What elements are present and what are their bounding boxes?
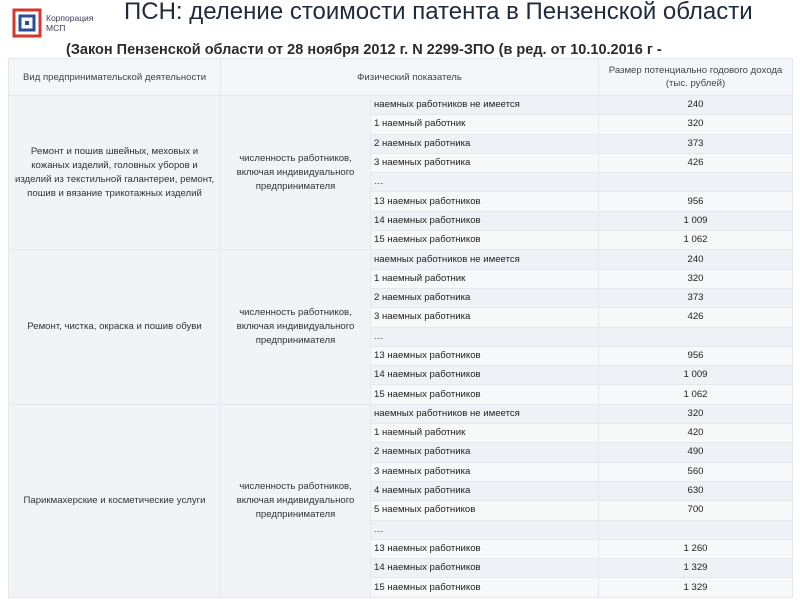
employees-cell: 13 наемных работников — [371, 539, 599, 558]
corporation-msp-logo — [12, 6, 112, 40]
employees-cell: 15 наемных работников — [371, 385, 599, 404]
income-value-cell: 1 260 — [599, 539, 793, 558]
income-value-cell: 373 — [599, 288, 793, 307]
employees-cell: 14 наемных работников — [371, 211, 599, 230]
income-value-cell — [599, 173, 793, 192]
header-activity: Вид предпринимательской деятельности — [9, 59, 221, 96]
employees-cell: 2 наемных работника — [371, 134, 599, 153]
income-value-cell: 490 — [599, 443, 793, 462]
corporation-msp-logo-icon — [12, 8, 42, 38]
employees-cell: 3 наемных работника — [371, 308, 599, 327]
employees-cell: … — [371, 327, 599, 346]
table-row — [9, 250, 793, 269]
income-value-cell: 420 — [599, 424, 793, 443]
income-value-cell — [599, 327, 793, 346]
employees-cell: 14 наемных работников — [371, 559, 599, 578]
income-value-cell: 560 — [599, 462, 793, 481]
income-value-cell: 320 — [599, 115, 793, 134]
metric-cell: численность работников, включая индивидуального предпринимателя — [221, 404, 371, 597]
page-subtitle: (Закон Пензенской области от 28 ноября 2012 г. N 2299-ЗПО (в ред. от 10.10.2016 г - — [66, 42, 662, 58]
header-metric: Физический показатель — [221, 59, 599, 96]
metric-cell: численность работников, включая индивидуального предпринимателя — [221, 96, 371, 250]
income-value-cell: 426 — [599, 153, 793, 172]
table-body — [9, 96, 793, 598]
employees-cell: 4 наемных работника — [371, 481, 599, 500]
logo-text — [46, 13, 93, 33]
income-value-cell: 240 — [599, 96, 793, 115]
income-value-cell: 373 — [599, 134, 793, 153]
logo-text-line1: Корпорация — [46, 13, 94, 23]
income-value-cell: 1 009 — [599, 211, 793, 230]
income-value-cell: 630 — [599, 481, 793, 500]
activity-cell: Ремонт, чистка, окраска и пошив обуви — [9, 250, 221, 404]
header-income: Размер потенциально годового дохода (тыс. рублей) — [599, 59, 793, 96]
employees-cell: 2 наемных работника — [371, 288, 599, 307]
income-value-cell — [599, 520, 793, 539]
employees-cell: … — [371, 173, 599, 192]
employees-cell: наемных работников не имеется — [371, 96, 599, 115]
income-value-cell: 956 — [599, 192, 793, 211]
table-header-row — [9, 59, 793, 96]
employees-cell: наемных работников не имеется — [371, 404, 599, 423]
income-value-cell: 956 — [599, 346, 793, 365]
employees-cell: 13 наемных работников — [371, 192, 599, 211]
employees-cell: 1 наемный работник — [371, 269, 599, 288]
employees-cell: 3 наемных работника — [371, 153, 599, 172]
employees-cell: 3 наемных работника — [371, 462, 599, 481]
employees-cell: 1 наемный работник — [371, 424, 599, 443]
metric-cell: численность работников, включая индивидуального предпринимателя — [221, 250, 371, 404]
income-value-cell: 1 062 — [599, 385, 793, 404]
income-value-cell: 1 329 — [599, 559, 793, 578]
logo-text-line2: МСП — [46, 23, 66, 33]
employees-cell: 14 наемных работников — [371, 366, 599, 385]
employees-cell: 5 наемных работников — [371, 501, 599, 520]
table-row — [9, 404, 793, 423]
employees-cell: … — [371, 520, 599, 539]
income-value-cell: 320 — [599, 404, 793, 423]
income-value-cell: 1 009 — [599, 366, 793, 385]
table-row — [9, 96, 793, 115]
income-value-cell: 1 062 — [599, 231, 793, 250]
income-value-cell: 426 — [599, 308, 793, 327]
income-value-cell: 700 — [599, 501, 793, 520]
income-value-cell: 240 — [599, 250, 793, 269]
page-title: ПСН: деление стоимости патента в Пензенской области — [124, 0, 753, 25]
employees-cell: 2 наемных работника — [371, 443, 599, 462]
activity-cell: Парикмахерские и косметические услуги — [9, 404, 221, 597]
employees-cell: 1 наемный работник — [371, 115, 599, 134]
employees-cell: наемных работников не имеется — [371, 250, 599, 269]
activity-cell: Ремонт и пошив швейных, меховых и кожаных изделий, головных уборов и изделий из текстильной галантереи, ремонт, пошив и вязание трикотажных изделий — [9, 96, 221, 250]
income-value-cell: 1 329 — [599, 578, 793, 597]
employees-cell: 15 наемных работников — [371, 578, 599, 597]
patent-cost-table — [8, 58, 793, 598]
employees-cell: 13 наемных работников — [371, 346, 599, 365]
employees-cell: 15 наемных работников — [371, 231, 599, 250]
income-value-cell: 320 — [599, 269, 793, 288]
